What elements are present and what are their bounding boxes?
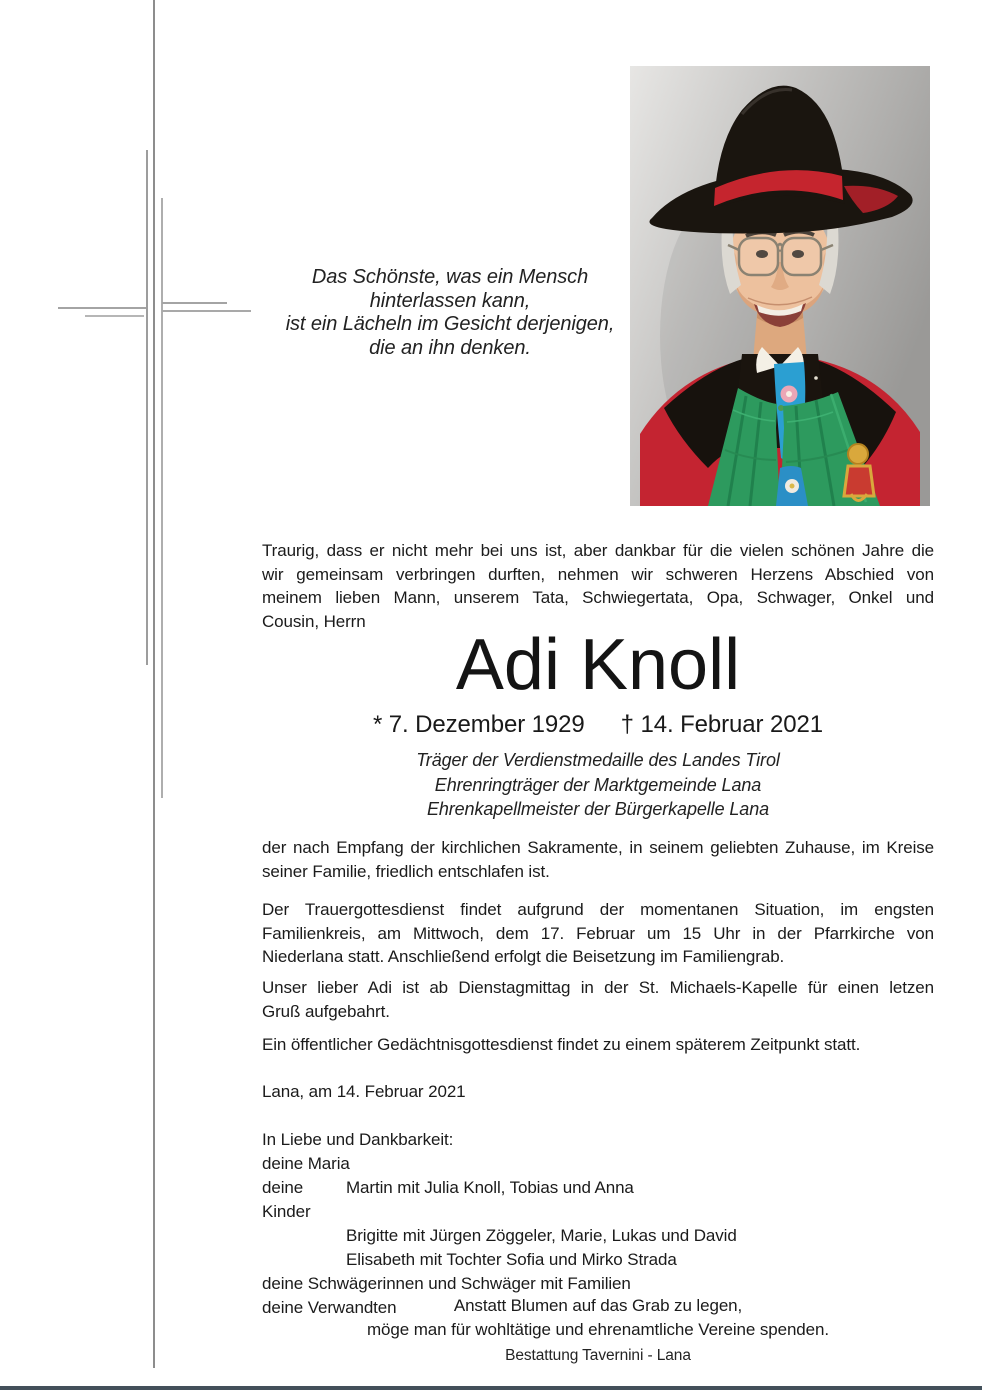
quote-line-4: die an ihn denken.: [369, 336, 531, 359]
cross-horizontal-line-1: [162, 302, 227, 304]
honors-block: [262, 748, 934, 822]
intro-line-3: meinem lieben Mann, unserem Tata, Schwiegertata, Opa, Schwager, Onkel und: [262, 588, 934, 607]
quote-line-1: Das Schönste, was ein Mensch: [311, 266, 589, 288]
cross-vertical-right-line: [161, 198, 163, 798]
page-bottom-border: [0, 1386, 982, 1390]
donation-line-1: Anstatt Blumen auf das Grab zu legen,: [453, 1296, 743, 1315]
family-child-2: Brigitte mit Jürgen Zöggeler, Marie, Lukas und David: [346, 1226, 737, 1245]
honor-line-2: Ehrenringträger der Marktgemeinde Lana: [434, 774, 762, 795]
life-dates: [262, 711, 934, 739]
death-date: † 14. Februar 2021: [620, 711, 823, 738]
family-children-row: [262, 1176, 934, 1224]
quote-line-2: hinterlassen kann,: [369, 289, 531, 312]
family-child-1: Martin mit Julia Knoll, Tobias und Anna: [346, 1178, 634, 1197]
paragraph-line: Niederlana statt. Anschließend erfolgt die Beisetzung im Familiengrab.: [262, 947, 785, 966]
quote-block: [238, 266, 662, 360]
cross-horizontal-line-2: [58, 307, 146, 309]
paragraph-line: Unser lieber Adi ist ab Dienstagmittag in der St. Michaels-Kapelle für einen letzen: [262, 978, 934, 997]
paragraph-service: [262, 898, 934, 969]
donation-line-2: möge man für wohltätige und ehrenamtliche Vereine spenden.: [367, 1320, 829, 1339]
paragraph-line: seiner Familie, friedlich entschlafen ist.: [262, 861, 550, 881]
honor-line-1: Träger der Verdienstmedaille des Landes Tirol: [416, 750, 780, 770]
cross-vertical-main-line: [153, 0, 155, 1368]
family-in-laws: deine Schwägerinnen und Schwäger mit Familien: [262, 1274, 631, 1293]
intro-line-1: Traurig, dass er nicht mehr bei uns ist, aber dankbar für die vielen schönen Jahre die: [262, 541, 934, 560]
family-wife: deine Maria: [262, 1154, 350, 1173]
paragraph-laid-out: [262, 976, 934, 1023]
paragraph-death-circumstances: [262, 836, 934, 883]
cross-horizontal-line-4: [85, 315, 144, 317]
intro-paragraph: [262, 539, 934, 633]
paragraph-line: der nach Empfang der kirchlichen Sakramente, in seinem geliebten Zuhause, im Kreise: [262, 838, 934, 857]
funeral-home-line: Bestattung Tavernini - Lana: [505, 1347, 691, 1364]
family-children-label: deine Kinder: [262, 1178, 311, 1221]
portrait-photo: [630, 66, 930, 506]
donation-note: [262, 1294, 934, 1342]
honor-line-3: Ehrenkapellmeister der Bürgerkapelle Lana: [426, 799, 770, 820]
paragraph-memorial: [262, 1033, 934, 1057]
deceased-name: Adi Knoll: [455, 625, 741, 705]
family-relatives: deine Verwandten: [262, 1298, 397, 1317]
paragraph-line: Gruß aufgebahrt.: [262, 1001, 390, 1021]
family-heading: In Liebe und Dankbarkeit:: [262, 1130, 454, 1149]
date-line: Lana, am 14. Februar 2021: [262, 1082, 466, 1101]
intro-line-2: wir gemeinsam verbringen durften, nehmen wir schweren Herzens Abschied von: [262, 564, 934, 584]
intro-line-4: Cousin, Herrn: [262, 611, 366, 631]
paragraph-line: Der Trauergottesdienst findet aufgrund der momentanen Situation, im engsten: [262, 900, 934, 919]
family-block: [262, 1128, 934, 1320]
cross-vertical-left-line: [146, 150, 148, 665]
birth-date: * 7. Dezember 1929: [372, 711, 585, 738]
family-child-3: Elisabeth mit Tochter Sofia und Mirko Strada: [346, 1250, 677, 1269]
paragraph-line: Ein öffentlicher Gedächtnisgottesdienst findet zu einem späterem Zeitpunkt statt.: [262, 1035, 861, 1054]
paragraph-line: Familienkreis, am Mittwoch, dem 17. Februar um 15 Uhr in der Pfarrkirche von: [262, 923, 934, 943]
quote-line-3: ist ein Lächeln im Gesicht derjenigen,: [285, 313, 615, 335]
